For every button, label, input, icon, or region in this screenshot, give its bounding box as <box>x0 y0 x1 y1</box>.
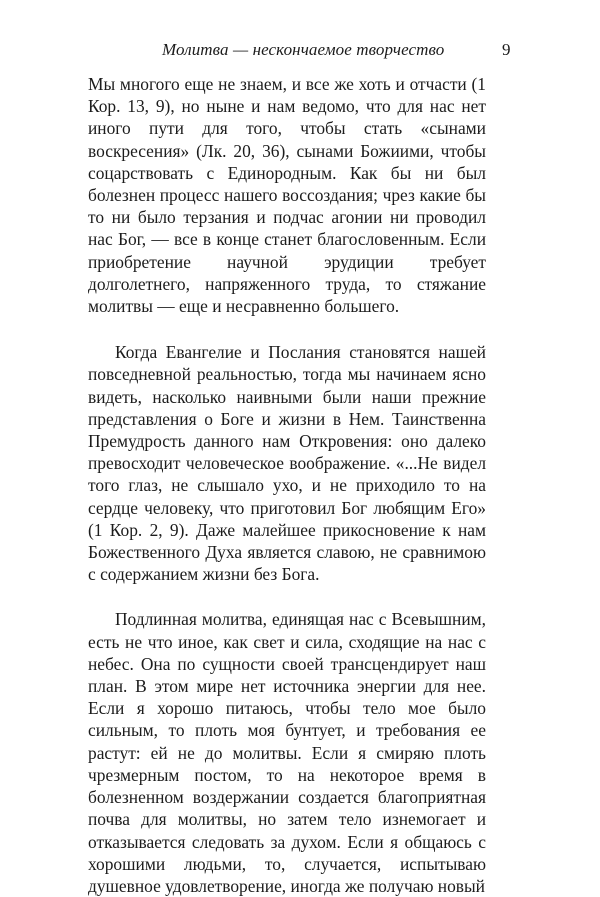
body-text <box>88 73 486 897</box>
paragraph-3: Подлинная молитва, единящая нас с Всевышним, есть не что иное, как свет и сила, сходящие на нас с небес. Она по сущности своей трансцендирует наш план. В этом мире нет источника энергии для нее. Если я хорошо питаюсь, чтобы тело мое было сильным, то плоть моя бунтует, и требования ее растут: ей не до молитвы. Если я смиряю плоть чрезмерным постом, то на некоторое время в болезненном воздержании создается благоприятная почва для молитвы, но затем тело изнемогает и отказывается следовать за духом. Если я общаюсь с хорошими людьми, то, случается, испытываю душевное удовлетворение, иногда же получаю новый <box>88 609 486 896</box>
page-number: 9 <box>502 40 511 59</box>
running-title: Молитва — нескончаемое творчество <box>162 40 445 59</box>
paragraph-2: Когда Евангелие и Послания становятся нашей повседневной реальностью, тогда мы начинаем ясно видеть, насколько наивными были наши прежние представления о Боге и жизни в Нем. Таинственна Премудрость данного нам Откровения: оно далеко превосходит человеческое воображение. «...Не видел того глаз, не слышало ухо, и не приходило то на сердце человеку, что приготовил Бог любящим Его» (1 Кор. 2, 9). Даже малейшее прикосновение к нам Божественного Духа является славою, не сравнимою с содержанием жизни без Бога. <box>88 342 486 585</box>
paragraph-1: Мы многого еще не знаем, и все же хоть и отчасти (1 Кор. 13, 9), но ныне и нам ведомо, что для нас нет иного пути для того, чтобы стать «сынами воскресения» (Лк. 20, 36), сынами Божиими, чтобы соцарствовать с Единородным. Как бы ни был болезнен процесс нашего воссоздания; чрез какие бы то ни было терзания и подчас агонии ни проводил нас Бог, — все в конце станет благословенным. Если приобретение научной эрудиции требует долголетнего, напряженного труда, то стяжание молитвы — еще и несравненно большего. <box>88 74 486 317</box>
paragraph-gap <box>88 317 486 341</box>
paragraph-gap <box>88 585 486 608</box>
